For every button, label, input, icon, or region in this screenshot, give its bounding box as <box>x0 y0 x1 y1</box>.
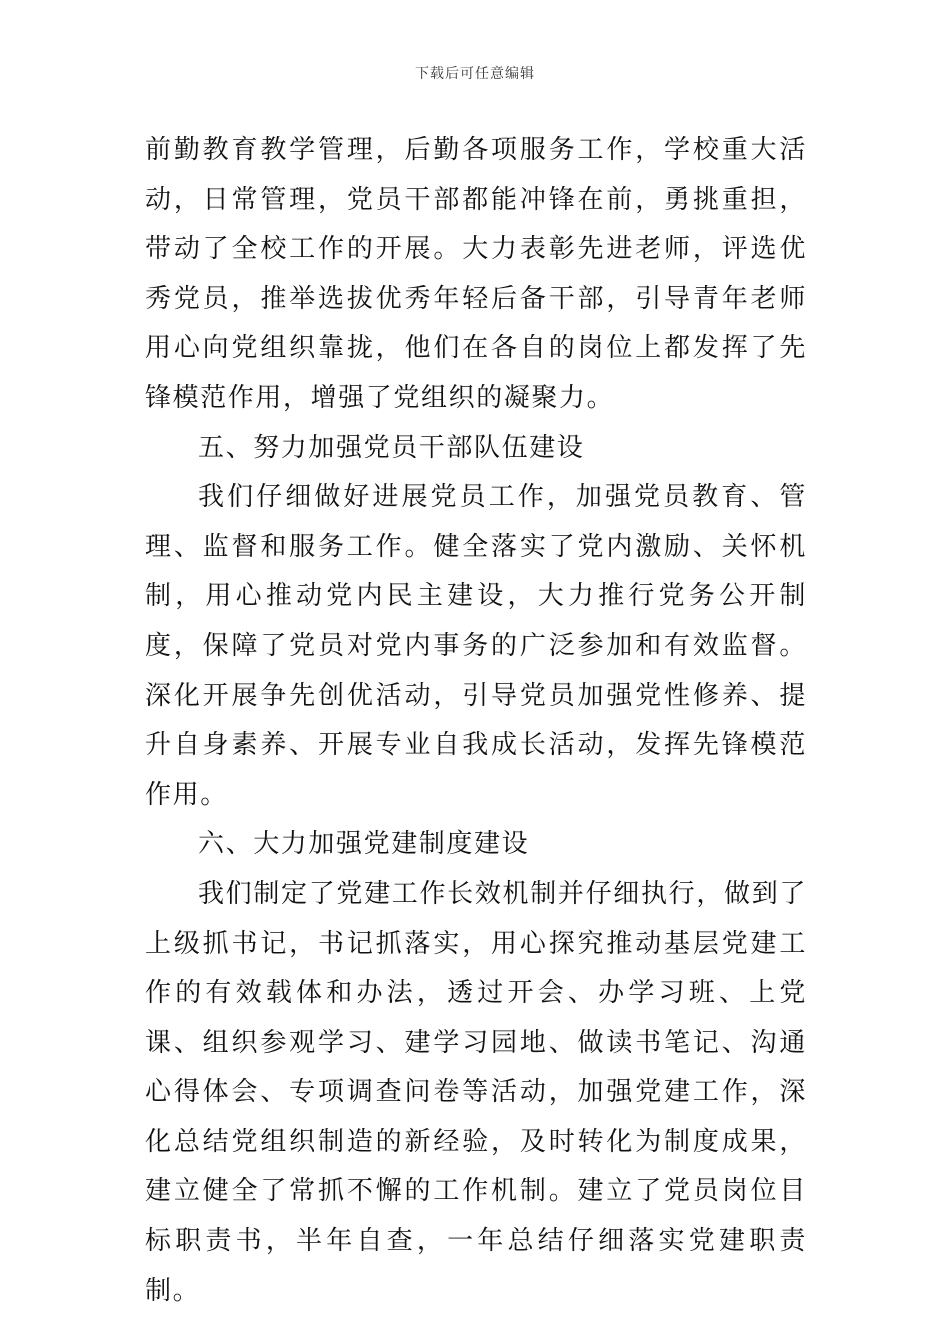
section-heading-6: 六、大力加强党建制度建设 <box>198 829 530 860</box>
paragraph-party-members: 我们仔细做好进展党员工作，加强党员教育、管理、监督和服务工作。健全落实了党内激励、关怀机制，用心推动党内民主建设，大力推行党务公开制度，保障了党员对党内事务的广泛参加和有效监督。深化开展争先创优活动，引导党员加强党性修养、提升自身素养、开展专业自我成长活动，发挥先锋模范作用。 <box>145 482 807 810</box>
header-note: 下载后可任意编辑 <box>415 66 535 82</box>
paragraph-party-system: 我们制定了党建工作长效机制并仔细执行，做到了上级抓书记，书记抓落实，用心探究推动基层党建工作的有效载体和办法，透过开会、办学习班、上党课、组织参观学习、建学习园地、做读书笔记、沟通心得体会、专项调查问卷等活动，加强党建工作，深化总结党组织制造的新经验，及时转化为制度成果，建立健全了常抓不懈的工作机制。建立了党员岗位目标职责书，半年自查，一年总结仔细落实党建职责制。 <box>145 878 807 1306</box>
section-heading-5: 五、努力加强党员干部队伍建设 <box>198 432 585 463</box>
paragraph-continued: 前勤教育教学管理，后勤各项服务工作，学校重大活动，日常管理，党员干部都能冲锋在前，勇挑重担，带动了全校工作的开展。大力表彰先进老师，评选优秀党员，推举选拔优秀年轻后备干部，引导青年老师用心向党组织靠拢，他们在各自的岗位上都发挥了先锋模范作用，增强了党组织的凝聚力。 <box>145 135 807 413</box>
document-body <box>145 126 807 1316</box>
